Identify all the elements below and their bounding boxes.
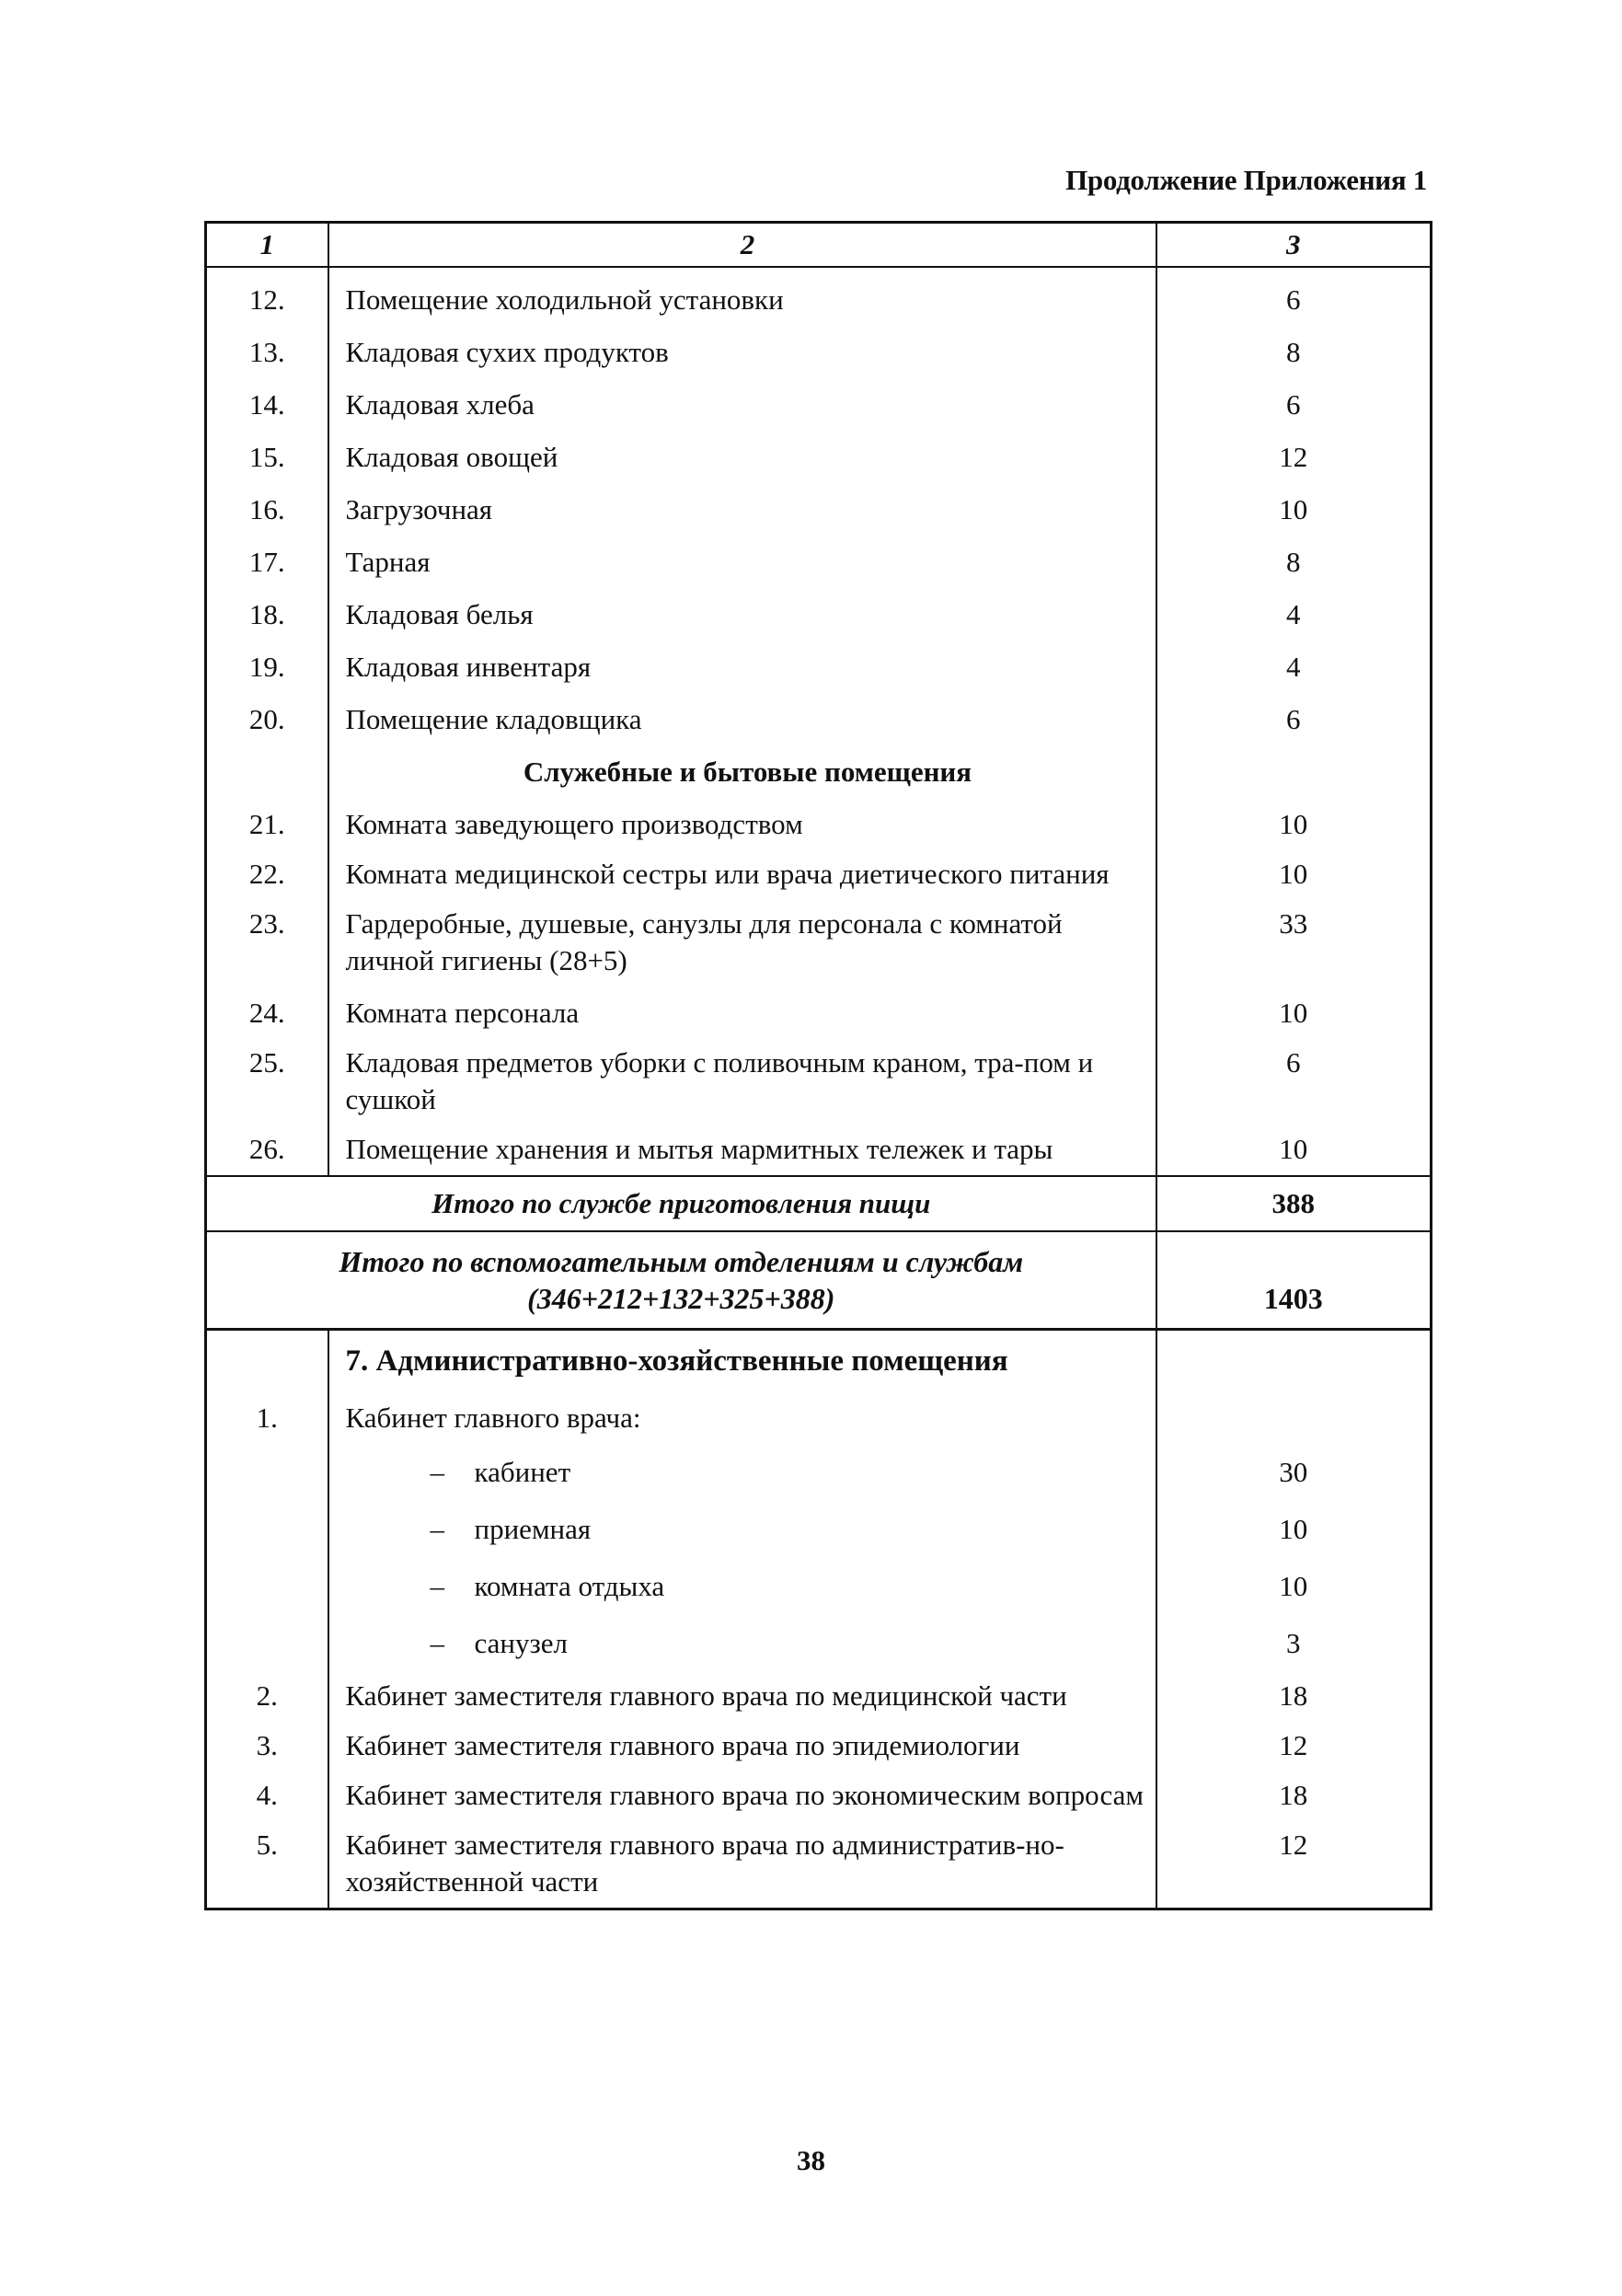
row-name: Помещение холодильной установки (328, 267, 1156, 326)
sub-row (206, 1501, 1432, 1558)
row-number: 25. (206, 1039, 328, 1125)
row-value: 10 (1279, 807, 1308, 840)
table-row (206, 900, 1432, 986)
row-value: 10 (1279, 1570, 1308, 1602)
sub-row (206, 1444, 1432, 1501)
table-row (206, 1125, 1432, 1176)
row-number: 23. (206, 900, 328, 986)
section-heading-row (206, 745, 1432, 798)
row-value: 4 (1286, 597, 1301, 630)
table-row (206, 483, 1432, 536)
page-number: 38 (797, 2144, 825, 2176)
row-value: 30 (1279, 1456, 1308, 1488)
row-name: Кладовая овощей (328, 431, 1156, 483)
total-food-label: Итого по службе приготовления пищи (206, 1176, 1156, 1231)
row-value: 6 (1286, 702, 1301, 735)
row-value: 18 (1279, 1679, 1308, 1712)
row-number: 15. (206, 431, 328, 483)
table-row (206, 1039, 1432, 1125)
row-value: 10 (1279, 492, 1308, 525)
row-value: 10 (1279, 1513, 1308, 1545)
table-row (206, 640, 1432, 693)
row-name: Кабинет заместителя главного врача по медицинской части (328, 1672, 1156, 1722)
dash-mark: – (430, 1456, 444, 1488)
row-name: Кабинет главного врача: (328, 1391, 1156, 1444)
rooms-table (204, 221, 1432, 1910)
section-heading-admin: 7. Административно-хозяйственные помещения (328, 1330, 1156, 1392)
row-value: 8 (1286, 545, 1301, 578)
table-row (206, 1722, 1432, 1771)
row-number: 3. (206, 1722, 328, 1771)
row-value: 12 (1279, 1829, 1308, 1861)
row-name: Кладовая предметов уборки с поливочным краном, тра-пом и сушкой (328, 1039, 1156, 1125)
sub-row (206, 1558, 1432, 1615)
table-row (206, 1391, 1432, 1444)
row-name: Кладовая сухих продуктов (328, 326, 1156, 378)
total-food-value: 388 (1156, 1176, 1432, 1231)
column-header-1: 1 (206, 223, 328, 268)
row-name: Помещение кладовщика (328, 693, 1156, 745)
row-value: 6 (1286, 387, 1301, 421)
column-header-3: 3 (1156, 223, 1432, 268)
row-value: 12 (1279, 440, 1308, 473)
sub-row-name: приемная (474, 1513, 592, 1545)
table-row (206, 588, 1432, 640)
row-number: 13. (206, 326, 328, 378)
table-row (206, 986, 1432, 1039)
section-heading-row (206, 1330, 1432, 1392)
row-name: Кабинет заместителя главного врача по административ-но-хозяйственной части (328, 1821, 1156, 1909)
row-name: Кабинет заместителя главного врача по экономическим вопросам (328, 1771, 1156, 1821)
row-name: Комната медицинской сестры или врача диетического питания (328, 850, 1156, 900)
row-name: Тарная (328, 536, 1156, 588)
dash-mark: – (430, 1513, 444, 1545)
row-value: 18 (1279, 1779, 1308, 1811)
row-number: 18. (206, 588, 328, 640)
row-name: Загрузочная (328, 483, 1156, 536)
total-aux-label-line1: Итого по вспомогательным отделениям и службам (339, 1245, 1024, 1278)
row-number: 17. (206, 536, 328, 588)
row-number: 5. (206, 1821, 328, 1909)
section-heading-service: Служебные и бытовые помещения (328, 745, 1156, 798)
row-value: 8 (1286, 335, 1301, 368)
row-value: 10 (1279, 1133, 1308, 1165)
row-name: Кладовая хлеба (328, 378, 1156, 431)
row-value: 6 (1286, 283, 1301, 316)
row-name: Комната персонала (328, 986, 1156, 1039)
table-row (206, 378, 1432, 431)
row-name: Кладовая инвентаря (328, 640, 1156, 693)
row-value: 4 (1286, 650, 1301, 683)
row-number: 19. (206, 640, 328, 693)
row-number: 21. (206, 798, 328, 850)
row-value: 10 (1279, 858, 1308, 890)
sub-row-name: комната отдыха (474, 1570, 665, 1602)
table-row (206, 1672, 1432, 1722)
row-name: Кладовая белья (328, 588, 1156, 640)
row-name: Комната заведующего производством (328, 798, 1156, 850)
sub-row-name: кабинет (474, 1456, 571, 1488)
table-row (206, 693, 1432, 745)
dash-mark: – (430, 1570, 444, 1602)
row-number: 12. (206, 267, 328, 326)
row-number: 22. (206, 850, 328, 900)
column-header-row (206, 223, 1432, 268)
table-row (206, 431, 1432, 483)
total-aux-label (206, 1231, 1156, 1330)
dash-mark: – (430, 1627, 444, 1659)
row-number: 2. (206, 1672, 328, 1722)
table-row (206, 798, 1432, 850)
table-row (206, 536, 1432, 588)
row-value: 6 (1286, 1046, 1301, 1079)
appendix-caption: Продолжение Приложения 1 (1065, 164, 1427, 196)
row-name: Гардеробные, душевые, санузлы для персонала с комнатой личной гигиены (28+5) (328, 900, 1156, 986)
total-aux-row (206, 1231, 1432, 1330)
row-name: Кабинет заместителя главного врача по эпидемиологии (328, 1722, 1156, 1771)
row-number: 24. (206, 986, 328, 1039)
table-row (206, 267, 1432, 326)
column-header-2: 2 (328, 223, 1156, 268)
row-number: 14. (206, 378, 328, 431)
table-row (206, 1771, 1432, 1821)
row-value: 10 (1279, 996, 1308, 1029)
table-row (206, 850, 1432, 900)
row-value: 33 (1279, 907, 1308, 940)
sub-row (206, 1615, 1432, 1672)
row-number: 1. (206, 1391, 328, 1444)
total-aux-label-line2: (346+212+132+325+388) (527, 1282, 835, 1315)
row-value: 12 (1279, 1729, 1308, 1761)
total-food-row (206, 1176, 1432, 1231)
row-name: Помещение хранения и мытья мармитных тележек и тары (328, 1125, 1156, 1176)
row-number: 4. (206, 1771, 328, 1821)
table-row (206, 326, 1432, 378)
row-number: 16. (206, 483, 328, 536)
row-value: 3 (1286, 1627, 1301, 1659)
sub-row-name: санузел (474, 1627, 568, 1659)
total-aux-value: 1403 (1156, 1231, 1432, 1330)
table-row (206, 1821, 1432, 1909)
row-number: 20. (206, 693, 328, 745)
row-number: 26. (206, 1125, 328, 1176)
